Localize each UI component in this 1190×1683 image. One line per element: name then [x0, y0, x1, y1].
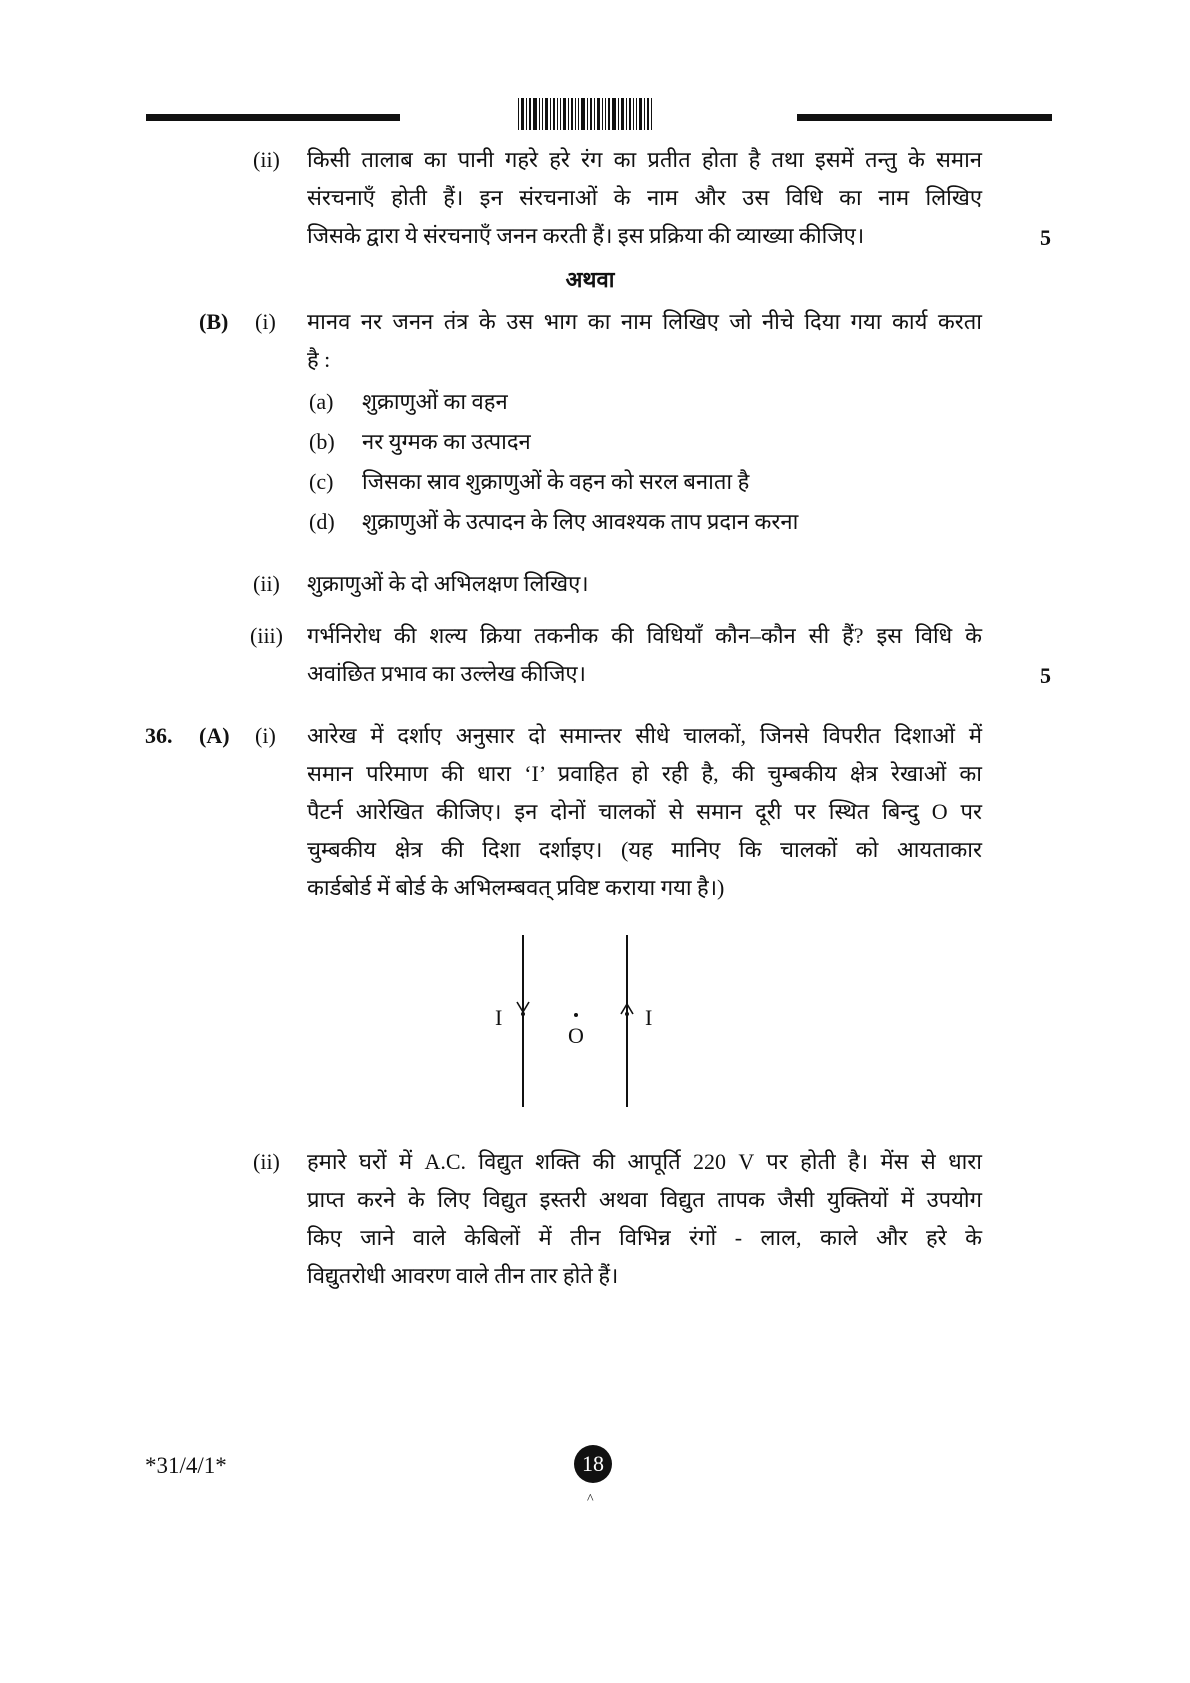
point-o-dot — [574, 1013, 578, 1017]
option-label-b: (b) — [309, 429, 335, 454]
point-o-label: O — [568, 1023, 584, 1048]
question-text-line: चुम्बकीय क्षेत्र की दिशा दर्शाइए। (यह मानिए कि चालकों को आयताकार — [307, 837, 982, 862]
part-label-b: (B) — [199, 309, 229, 334]
question-text-line: अवांछित प्रभाव का उल्लेख कीजिए। — [307, 661, 586, 686]
subquestion-label-ii: (ii) — [253, 147, 280, 172]
or-separator: अथवा — [565, 267, 615, 292]
subquestion-label-i: (i) — [255, 309, 276, 334]
option-label-d: (d) — [309, 509, 335, 534]
question-text-line: समान परिमाण की धारा ‘I’ प्रवाहित हो रही है, की चुम्बकीय क्षेत्र रेखाओं का — [307, 761, 982, 786]
question-text-line: कार्डबोर्ड में बोर्ड के अभिलम्बवत् प्रविष्ट कराया गया है।) — [307, 875, 725, 900]
right-current-label: I — [645, 1005, 653, 1030]
question-number: 36. — [145, 723, 173, 748]
question-text-line: प्राप्त करने के लिए विद्युत इस्तरी अथवा विद्युत तापक जैसी युक्तियों में उपयोग — [307, 1187, 982, 1212]
question-text-line: हमारे घरों में A.C. विद्युत शक्ति की आपूर्ति 220 V पर होती है। मेंस से धारा — [307, 1149, 982, 1174]
barcode — [518, 98, 682, 130]
right-conductor-dot — [625, 1012, 629, 1016]
question-text-line: आरेख में दर्शाए अनुसार दो समान्तर सीधे चालकों, जिनसे विपरीत दिशाओं में — [307, 723, 982, 748]
caret-mark: ^ — [587, 1492, 594, 1507]
question-text-line: पैटर्न आरेखित कीजिए। इन दोनों चालकों से समान दूरी पर स्थित बिन्दु O पर — [307, 799, 982, 824]
option-text-b: नर युग्मक का उत्पादन — [362, 429, 531, 454]
marks: 5 — [1040, 225, 1051, 250]
question-text-line: गर्भनिरोध की शल्य क्रिया तकनीक की विधियाँ कौन–कौन सी हैं? इस विधि के — [307, 623, 982, 648]
option-label-c: (c) — [309, 469, 334, 494]
question-text-line: मानव नर जनन तंत्र के उस भाग का नाम लिखिए जो नीचे दिया गया कार्य करता — [307, 309, 982, 334]
header-rule-left — [146, 114, 400, 121]
subquestion-label-iii: (iii) — [250, 623, 283, 648]
question-text-line: किसी तालाब का पानी गहरे हरे रंग का प्रतीत होता है तथा इसमें तन्तु के समान — [307, 147, 982, 172]
subquestion-label-ii: (ii) — [253, 1149, 280, 1174]
question-text-line: जिसके द्वारा ये संरचनाएँ जनन करती हैं। इस प्रक्रिया की व्याख्या कीजिए। — [307, 223, 865, 248]
page-number: 18 — [574, 1445, 612, 1483]
question-text-line: शुक्राणुओं के दो अभिलक्षण लिखिए। — [307, 571, 589, 596]
subquestion-label-i: (i) — [255, 723, 276, 748]
paper-code: *31/4/1* — [145, 1453, 227, 1478]
left-current-label: I — [495, 1005, 503, 1030]
marks: 5 — [1040, 663, 1051, 688]
right-conductor — [626, 935, 628, 1107]
left-conductor-dot — [521, 1012, 525, 1016]
part-label-a: (A) — [199, 723, 230, 748]
question-text-line: है : — [307, 347, 331, 372]
option-text-c: जिसका स्राव शुक्राणुओं के वहन को सरल बनाता है — [362, 469, 750, 494]
question-text-line: किए जाने वाले केबिलों में तीन विभिन्न रंगों - लाल, काले और हरे के — [307, 1225, 982, 1250]
question-text-line: विद्युतरोधी आवरण वाले तीन तार होते हैं। — [307, 1263, 619, 1288]
left-conductor — [522, 935, 524, 1107]
option-text-d: शुक्राणुओं के उत्पादन के लिए आवश्यक ताप प्रदान करना — [362, 509, 799, 534]
header-rule-right — [797, 114, 1052, 121]
question-text-line: संरचनाएँ होती हैं। इन संरचनाओं के नाम और उस विधि का नाम लिखिए — [307, 185, 982, 210]
subquestion-label-ii: (ii) — [253, 571, 280, 596]
option-label-a: (a) — [309, 389, 334, 414]
option-text-a: शुक्राणुओं का वहन — [362, 389, 508, 414]
